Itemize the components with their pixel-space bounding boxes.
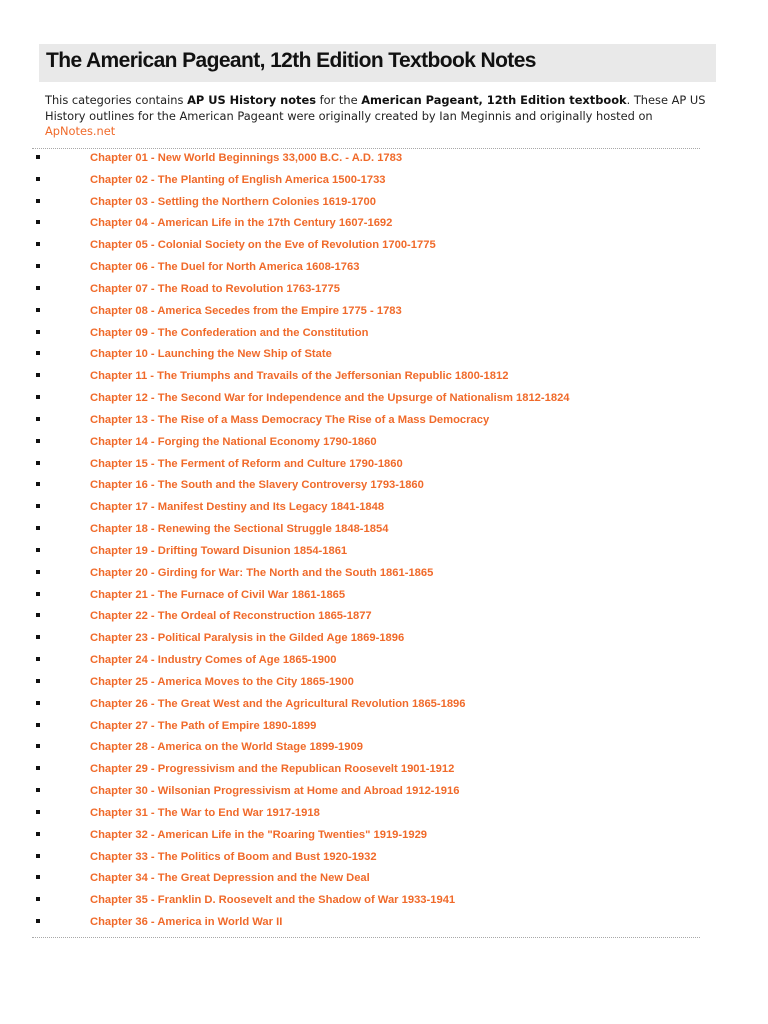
intro-text-3: . These AP US History outlines for the American Pageant were originally created by Ian Meginnis and originally hosted on bbox=[45, 93, 706, 123]
top-divider bbox=[32, 148, 700, 149]
apnotes-link[interactable]: ApNotes.net bbox=[45, 124, 116, 138]
chapter-link[interactable]: Chapter 24 - Industry Comes of Age 1865-1900 bbox=[90, 654, 337, 667]
chapter-link[interactable]: Chapter 17 - Manifest Destiny and Its Legacy 1841-1848 bbox=[90, 501, 385, 514]
intro-bold-ap-notes: AP US History notes bbox=[187, 93, 316, 107]
chapter-link[interactable]: Chapter 05 - Colonial Society on the Eve of Revolution 1700-1775 bbox=[90, 239, 436, 252]
square-bullet-icon bbox=[36, 635, 40, 639]
chapter-link[interactable]: Chapter 10 - Launching the New Ship of State bbox=[90, 348, 332, 361]
intro-bold-textbook: American Pageant, 12th Edition textbook bbox=[361, 93, 627, 107]
square-bullet-icon bbox=[36, 766, 40, 770]
square-bullet-icon bbox=[36, 330, 40, 334]
chapter-link[interactable]: Chapter 18 - Renewing the Sectional Struggle 1848-1854 bbox=[90, 523, 389, 536]
chapter-link[interactable]: Chapter 22 - The Ordeal of Reconstruction 1865-1877 bbox=[90, 610, 372, 623]
square-bullet-icon bbox=[36, 526, 40, 530]
chapter-link[interactable]: Chapter 30 - Wilsonian Progressivism at Home and Abroad 1912-1916 bbox=[90, 785, 460, 798]
square-bullet-icon bbox=[36, 286, 40, 290]
page-header bbox=[39, 44, 716, 82]
chapter-link[interactable]: Chapter 19 - Drifting Toward Disunion 1854-1861 bbox=[90, 544, 348, 557]
square-bullet-icon bbox=[36, 155, 40, 159]
chapter-link[interactable]: Chapter 14 - Forging the National Economy 1790-1860 bbox=[90, 435, 377, 448]
chapter-link[interactable]: Chapter 09 - The Confederation and the Constitution bbox=[90, 326, 369, 339]
chapter-link[interactable]: Chapter 01 - New World Beginnings 33,000 B.C. - A.D. 1783 bbox=[90, 152, 403, 164]
chapter-link[interactable]: Chapter 13 - The Rise of a Mass Democracy The Rise of a Mass Democracy bbox=[90, 413, 490, 426]
chapter-link[interactable]: Chapter 06 - The Duel for North America 1608-1763 bbox=[90, 261, 360, 274]
chapter-link[interactable]: Chapter 27 - The Path of Empire 1890-1899 bbox=[90, 719, 317, 732]
chapter-link[interactable]: Chapter 35 - Franklin D. Roosevelt and the Shadow of War 1933-1941 bbox=[90, 894, 456, 907]
chapter-link[interactable]: Chapter 11 - The Triumphs and Travails of the Jeffersonian Republic 1800-1812 bbox=[90, 370, 509, 383]
square-bullet-icon bbox=[36, 701, 40, 705]
square-bullet-icon bbox=[36, 679, 40, 683]
square-bullet-icon bbox=[36, 395, 40, 399]
square-bullet-icon bbox=[36, 592, 40, 596]
page-title: The American Pageant, 12th Edition Textbook Notes bbox=[46, 49, 536, 72]
chapter-link[interactable]: Chapter 07 - The Road to Revolution 1763-1775 bbox=[90, 282, 340, 295]
chapter-link[interactable]: Chapter 03 - Settling the Northern Colonies 1619-1700 bbox=[90, 195, 376, 208]
chapter-link[interactable]: Chapter 21 - The Furnace of Civil War 1861-1865 bbox=[90, 588, 346, 601]
square-bullet-icon bbox=[36, 810, 40, 814]
square-bullet-icon bbox=[36, 308, 40, 312]
intro-paragraph bbox=[45, 93, 715, 140]
chapter-link[interactable]: Chapter 26 - The Great West and the Agricultural Revolution 1865-1896 bbox=[90, 697, 466, 710]
chapter-link[interactable]: Chapter 16 - The South and the Slavery Controversy 1793-1860 bbox=[90, 479, 424, 492]
square-bullet-icon bbox=[36, 744, 40, 748]
chapter-link[interactable]: Chapter 28 - America on the World Stage 1899-1909 bbox=[90, 741, 363, 754]
chapter-link[interactable]: Chapter 29 - Progressivism and the Republican Roosevelt 1901-1912 bbox=[90, 763, 455, 776]
square-bullet-icon bbox=[36, 570, 40, 574]
chapter-link[interactable]: Chapter 33 - The Politics of Boom and Bust 1920-1932 bbox=[90, 850, 377, 863]
bottom-divider bbox=[32, 937, 700, 938]
square-bullet-icon bbox=[36, 548, 40, 552]
square-bullet-icon bbox=[36, 461, 40, 465]
square-bullet-icon bbox=[36, 854, 40, 858]
chapter-link[interactable]: Chapter 02 - The Planting of English America 1500-1733 bbox=[90, 173, 386, 186]
square-bullet-icon bbox=[36, 482, 40, 486]
square-bullet-icon bbox=[36, 657, 40, 661]
square-bullet-icon bbox=[36, 788, 40, 792]
square-bullet-icon bbox=[36, 723, 40, 727]
square-bullet-icon bbox=[36, 220, 40, 224]
intro-text-2: for the bbox=[316, 93, 362, 107]
intro-text-1: This categories contains bbox=[45, 93, 188, 107]
square-bullet-icon bbox=[36, 417, 40, 421]
chapter-link[interactable]: Chapter 12 - The Second War for Independence and the Upsurge of Nationalism 1812-1824 bbox=[90, 392, 570, 405]
square-bullet-icon bbox=[36, 439, 40, 443]
square-bullet-icon bbox=[36, 373, 40, 377]
chapter-link[interactable]: Chapter 31 - The War to End War 1917-1918 bbox=[90, 806, 320, 819]
square-bullet-icon bbox=[36, 832, 40, 836]
square-bullet-icon bbox=[36, 199, 40, 203]
chapter-link[interactable]: Chapter 20 - Girding for War: The North and the South 1861-1865 bbox=[90, 566, 434, 579]
chapter-link[interactable]: Chapter 04 - American Life in the 17th Century 1607-1692 bbox=[90, 217, 393, 230]
square-bullet-icon bbox=[36, 351, 40, 355]
square-bullet-icon bbox=[36, 242, 40, 246]
chapter-link[interactable]: Chapter 36 - America in World War II bbox=[90, 915, 283, 928]
chapter-link[interactable]: Chapter 34 - The Great Depression and the New Deal bbox=[90, 872, 370, 885]
square-bullet-icon bbox=[36, 504, 40, 508]
square-bullet-icon bbox=[36, 919, 40, 923]
chapter-link[interactable]: Chapter 23 - Political Paralysis in the Gilded Age 1869-1896 bbox=[90, 632, 405, 645]
chapter-link[interactable]: Chapter 25 - America Moves to the City 1865-1900 bbox=[90, 675, 354, 688]
square-bullet-icon bbox=[36, 613, 40, 617]
square-bullet-icon bbox=[36, 875, 40, 879]
chapter-link[interactable]: Chapter 08 - America Secedes from the Empire 1775 - 1783 bbox=[90, 304, 402, 317]
square-bullet-icon bbox=[36, 897, 40, 901]
chapter-link[interactable]: Chapter 15 - The Ferment of Reform and Culture 1790-1860 bbox=[90, 457, 403, 470]
square-bullet-icon bbox=[36, 264, 40, 268]
square-bullet-icon bbox=[36, 177, 40, 181]
chapter-link[interactable]: Chapter 32 - American Life in the "Roaring Twenties" 1919-1929 bbox=[90, 828, 428, 841]
